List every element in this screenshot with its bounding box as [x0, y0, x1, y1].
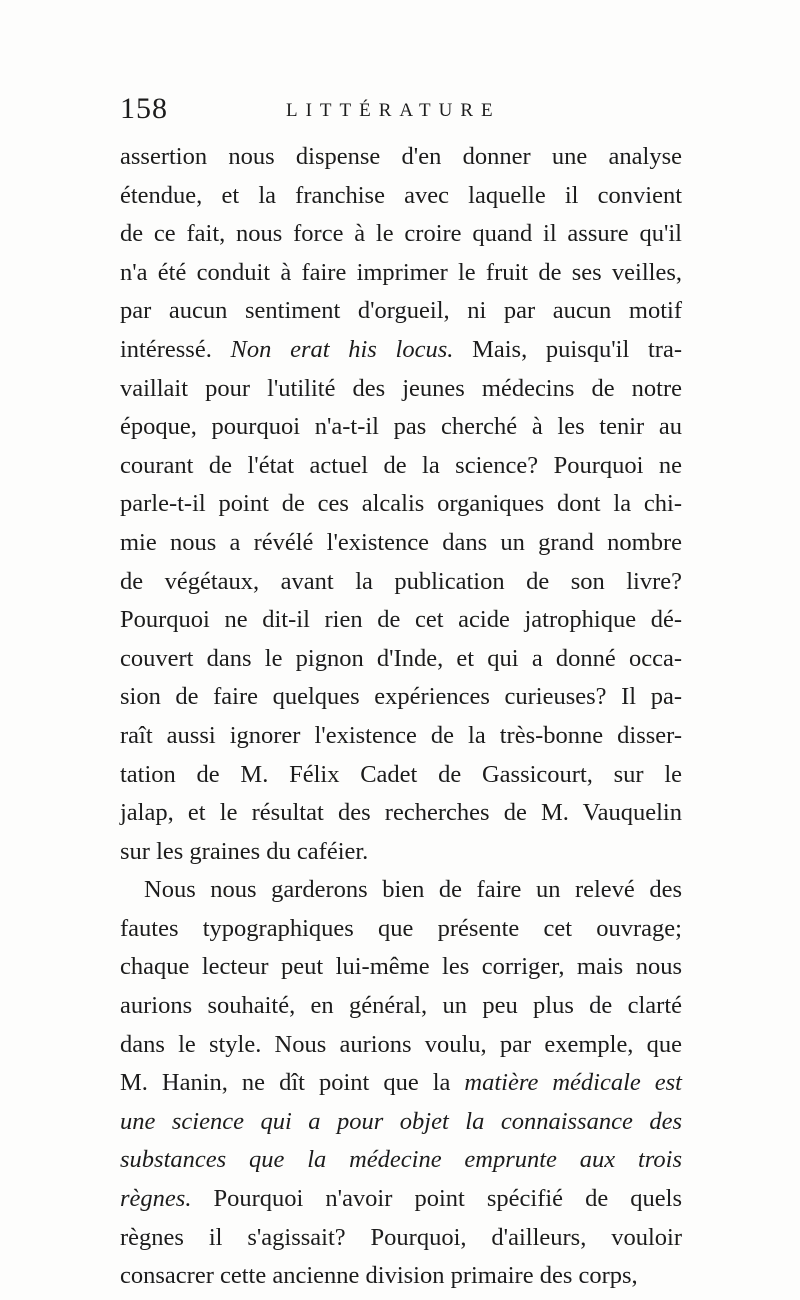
text-line	[120, 871, 682, 910]
italic-text: substances que la médecine emprunte aux trois	[120, 1146, 682, 1174]
text-line	[120, 1064, 682, 1103]
text-segment: M. Hanin, ne dît point que la	[120, 1069, 465, 1097]
text-line	[120, 1219, 682, 1258]
text-segment: étendue, et la franchise avec laquelle il convient	[120, 181, 682, 209]
text-line	[120, 1180, 682, 1219]
text-segment: chaque lecteur peut lui-même les corriger, mais nous	[120, 953, 682, 981]
text-line	[120, 1141, 682, 1180]
text-line	[120, 292, 682, 331]
text-line	[120, 524, 682, 563]
text-segment: assertion nous dispense d'en donner une analyse	[120, 143, 682, 170]
text-line	[120, 447, 682, 486]
text-line	[120, 910, 682, 949]
text-line	[120, 717, 682, 756]
text-segment: intéressé.	[120, 335, 231, 363]
text-segment: jalap, et le résultat des recherches de M. Vauquelin	[120, 799, 682, 827]
text-segment: fautes typographiques que présente cet ouvrage;	[120, 914, 682, 942]
text-line	[120, 485, 682, 524]
text-line	[120, 640, 682, 679]
text-line	[120, 215, 682, 254]
text-segment: Mais, puisqu'il tra-	[453, 335, 682, 363]
text-segment: courant de l'état actuel de la science? Pourquoi ne	[120, 451, 682, 479]
text-segment: Nous nous garderons bien de faire un relevé des	[144, 876, 682, 904]
italic-text: une science qui a pour objet la connaissance des	[120, 1107, 682, 1135]
page-number: 158	[120, 92, 168, 125]
running-head: LITTÉRATURE	[286, 100, 501, 121]
italic-text: matière médicale est	[464, 1069, 682, 1097]
text-line	[120, 138, 682, 177]
text-segment: de ce fait, nous force à le croire quand il assure qu'il	[120, 220, 682, 248]
text-segment: Pourquoi n'avoir point spécifié de quels	[191, 1185, 682, 1213]
italic-text: Non erat his locus.	[230, 335, 454, 363]
text-line	[120, 794, 682, 833]
text-segment: n'a été conduit à faire imprimer le fruit de ses veilles,	[120, 258, 682, 286]
text-segment: raît aussi ignorer l'existence de la très-bonne disser-	[120, 721, 682, 749]
text-segment: par aucun sentiment d'orgueil, ni par aucun motif	[120, 297, 682, 325]
text-segment: époque, pourquoi n'a-t-il pas cherché à les tenir au	[120, 413, 682, 441]
text-line	[120, 833, 682, 872]
text-line	[120, 331, 682, 370]
text-line	[120, 1026, 682, 1065]
text-line	[120, 678, 682, 717]
text-segment: parle-t-il point de ces alcalis organiques dont la chi-	[120, 490, 682, 518]
text-segment: sion de faire quelques expériences curieuses? Il pa-	[120, 683, 682, 711]
text-line	[120, 756, 682, 795]
text-segment: sur les graines du caféier.	[120, 837, 369, 865]
text-line	[120, 1103, 682, 1142]
text-segment: couvert dans le pignon d'Inde, et qui a donné occa-	[120, 644, 682, 672]
text-segment: règnes il s'agissait? Pourquoi, d'ailleurs, vouloir	[120, 1223, 682, 1251]
text-line	[120, 370, 682, 409]
text-segment: vaillait pour l'utilité des jeunes médecins de notre	[120, 374, 682, 402]
text-line	[120, 563, 682, 602]
text-segment: aurions souhaité, en général, un peu plus de clarté	[120, 992, 682, 1020]
text-line	[120, 408, 682, 447]
italic-text: règnes.	[120, 1185, 192, 1213]
body-text	[120, 138, 682, 1296]
text-line	[120, 177, 682, 216]
text-segment: dans le style. Nous aurions voulu, par exemple, que	[120, 1030, 682, 1058]
text-line	[120, 948, 682, 987]
text-line	[120, 254, 682, 293]
text-line	[120, 987, 682, 1026]
text-line	[120, 1257, 682, 1296]
text-segment: tation de M. Félix Cadet de Gassicourt, sur le	[120, 760, 682, 788]
text-line	[120, 601, 682, 640]
text-segment: mie nous a révélé l'existence dans un grand nombre	[120, 528, 682, 556]
page-header	[120, 92, 680, 132]
text-segment: consacrer cette ancienne division primaire des corps,	[120, 1262, 638, 1290]
text-segment: de végétaux, avant la publication de son livre?	[120, 567, 682, 595]
text-segment: Pourquoi ne dit-il rien de cet acide jatrophique dé-	[120, 606, 682, 634]
